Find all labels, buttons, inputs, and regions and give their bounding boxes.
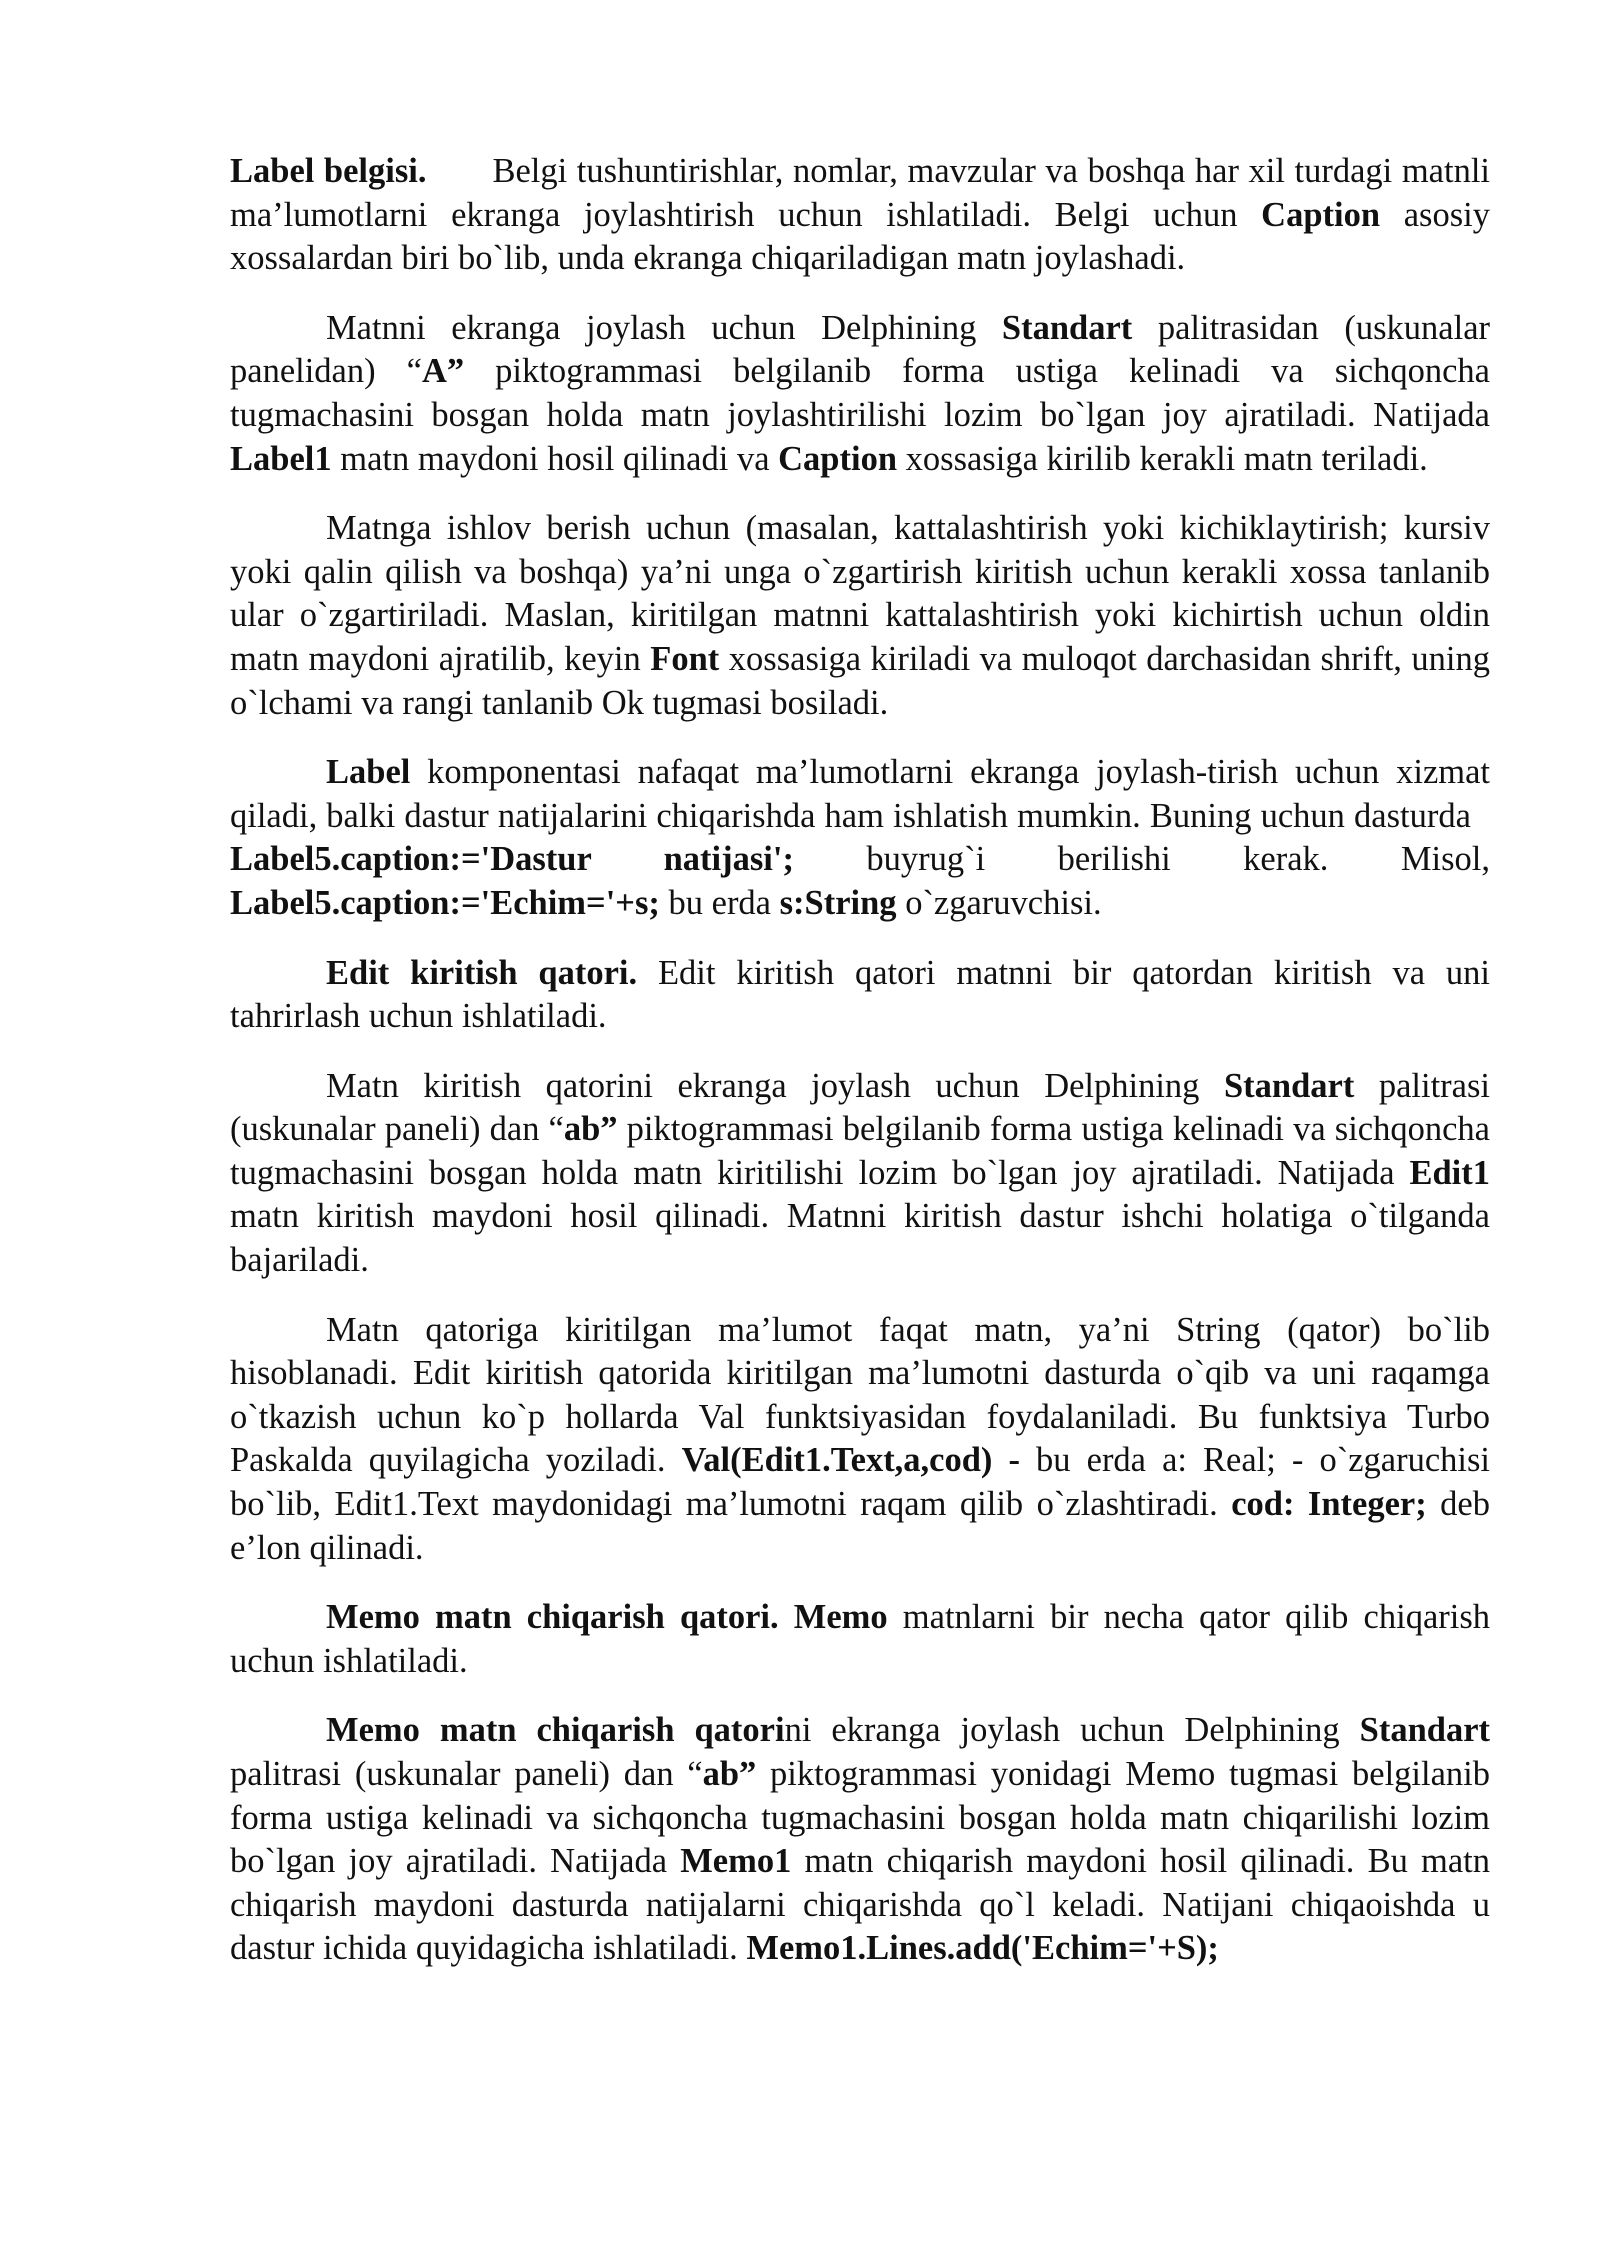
bold-text-run: Caption [1261,195,1381,234]
text-run: bu erda [659,883,780,922]
bold-text-run: cod: Integer; [1231,1485,1427,1524]
bold-text-run: Val(Edit1.Text,a,cod) - [681,1441,1020,1480]
text-run: komponentasi nafaqat ma’lumotlarni ekranga joylash-tirish uchun xizmat qiladi, balki dastur natijalarini chiqarishda ham ishlatish mumkin. Buning uchun dasturda [230,753,1490,835]
text-run: palitrasidan (uskunalar panelidan) “ [230,308,1490,391]
text-run: bu erda a: Real; - o`zgaruchisi bo`lib, Edit1.Text maydonidagi ma’lumotni raqam qilib o`zlashtiradi. [230,1441,1490,1524]
text-run: ni ekranga joylash uchun Delphining [784,1711,1360,1750]
bold-text-run: Memo1.Lines.add('Echim='+S); [746,1929,1219,1968]
text-run: palitrasi (uskunalar paneli) dan “ [230,1755,703,1793]
paragraph [230,150,1490,281]
text-run: asosiy xossalardan biri bo`lib, unda ekranga chiqariladigan matn joylashadi. [230,195,1490,278]
text-run: Edit kiritish qatori matnni bir qatordan kiritish va uni tahrirlash uchun ishlatiladi. [230,953,1490,1036]
text-run: Matn kiritish qatorini ekranga joylash uchun Delphining [326,1066,1224,1105]
bold-text-run: Label [326,753,411,792]
paragraph [230,952,1490,1039]
bold-text-run: Memo matn chiqarish qatori. [326,1598,779,1637]
bold-text-run: Edit1 [1409,1153,1490,1192]
bold-text-run: Label1 [230,439,332,478]
bold-text-run: ab” [702,1755,757,1793]
bold-text-run: Memo [793,1598,888,1637]
text-run: o`zgaruvchisi. [896,883,1102,922]
text-run: matn maydoni hosil qilinadi va [331,439,779,478]
text-run: Belgi tushuntirishlar, nomlar, mavzular va boshqa har xil turdagi matnli ma’lumotlarni ekranga joylashtirish uchun ishlatiladi. Belgi uchun [230,152,1490,234]
text-run: matn kiritish maydoni hosil qilinadi. Matnni kiritish dastur ishchi holatiga o`tilganda bajariladi. [230,1197,1490,1280]
paragraph [230,507,1490,725]
text-run: piktogrammasi belgilanib forma ustiga kelinadi va sichqoncha tugmachasini bosgan holda matn joylashtirilishi lozim bo`lgan joy ajratiladi. Natijada [230,352,1490,434]
text-run: xossasiga kiriladi va muloqot darchasidan shrift, uning o`lchami va rangi tanlanib Ok tugmasi bosiladi. [230,639,1490,722]
bold-text-run: Standart [1359,1711,1491,1750]
bold-text-run: Label5.caption:='Echim='+s; [230,883,660,922]
bold-text-run: Label5.caption:='Dastur natijasi'; [230,840,794,879]
text-run: Matnga ishlov berish uchun (masalan, kattalashtirish yoki kichiklaytirish; kursiv yoki qalin qilish va boshqa) ya’ni unga o`zgartirish kiritish uchun kerakli xossa tanlanib ular o`zgartiriladi. Maslan, kiritilgan matnni kattalashtirish yoki kichirtish uchun oldin matn maydoni ajratilib, keyin [230,509,1490,678]
bold-text-run: Caption [778,439,898,478]
paragraph [230,1709,1490,1971]
paragraph [230,1309,1490,1571]
bold-text-run: Memo1 [680,1842,792,1881]
paragraph [230,751,1490,925]
bold-text-run: A” [421,352,465,391]
text-run: palitrasi (uskunalar paneli) dan “ [230,1066,1490,1149]
paragraph [230,1065,1490,1283]
text-run: Matn qatoriga kiritilgan ma’lumot faqat matn, ya’ni String (qator) bo`lib hisoblanadi. Edit kiritish qatorida kiritilgan ma’lumotni dasturda o`qib va uni raqamga o`tkazish uchun ko`p hollarda Val funktsiyasidan foydalaniladi. Bu funktsiya Turbo Paskalda quyilagicha yoziladi. [230,1310,1490,1480]
text-run [779,1598,794,1636]
bold-text-run: Memo matn chiqarish qatori [326,1711,785,1750]
text-run: piktogrammasi yonidagi Memo tugmasi belgilanib forma ustiga kelinadi va sichqoncha tugmachasini bosgan holda matn chiqarilishi lozim bo`lgan joy ajratiladi. Natijada [230,1755,1491,1881]
text-run: deb e’lon qilinadi. [230,1485,1490,1567]
text-run: buyrug`i berilishi kerak. Misol, [793,840,1490,879]
paragraph [230,307,1490,481]
bold-text-run: Font [650,639,720,678]
text-run: matn chiqarish maydoni hosil qilinadi. Bu matn chiqarish maydoni dasturda natijalarni chiqarishda qo`l keladi. Natijani chiqaoishda u dastur ichida quyidagicha ishlatiladi. [230,1842,1490,1968]
text-run: matnlarni bir necha qator qilib chiqarish uchun ishlatiladi. [230,1598,1491,1680]
bold-text-run: Standart [1223,1066,1355,1105]
bold-text-run: Edit kiritish qatori. [326,953,638,992]
text-run: Matnni ekranga joylash uchun Delphining [326,308,1002,347]
bold-text-run: ab” [563,1110,618,1149]
bold-text-run: Label belgisi. [230,152,427,190]
document-body [230,150,1490,1997]
text-run: xossasiga kirilib kerakli matn teriladi. [897,439,1428,478]
bold-text-run: Standart [1001,308,1133,347]
paragraph [230,1596,1490,1683]
bold-text-run: s:String [779,883,897,922]
text-run: piktogrammasi belgilanib forma ustiga kelinadi va sichqoncha tugmachasini bosgan holda matn kiritilishi lozim bo`lgan joy ajratiladi. Natijada [230,1110,1490,1192]
